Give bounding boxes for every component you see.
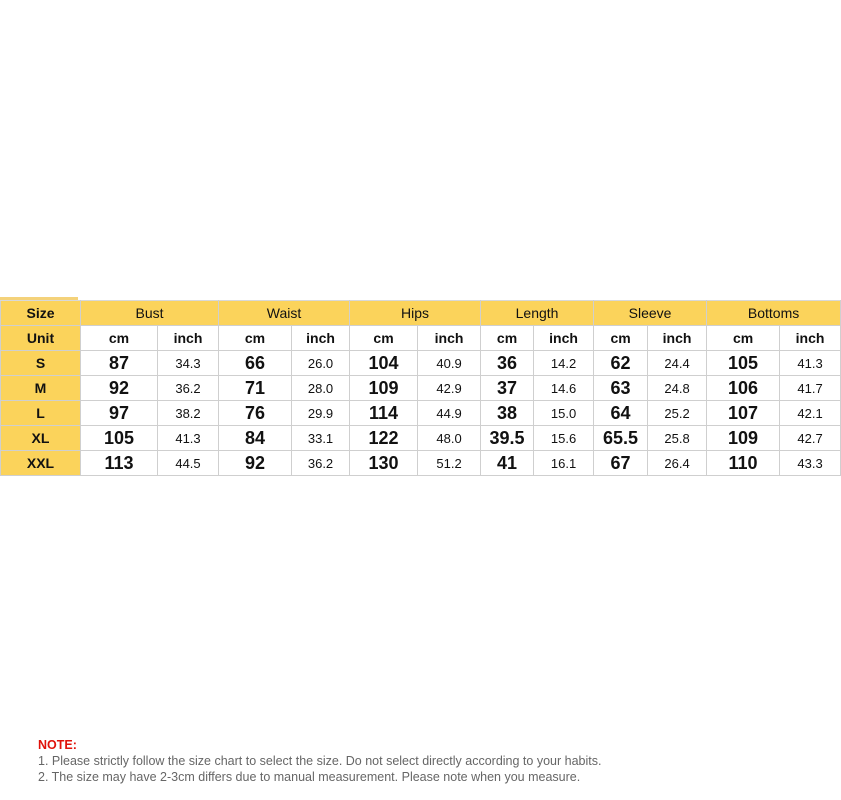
unit-cm-cell: cm	[707, 326, 780, 351]
waist-inch-cell: 26.0	[292, 351, 350, 376]
bottoms-cm-cell: 109	[707, 426, 780, 451]
bottoms-header-cell: Bottoms	[707, 301, 841, 326]
bottoms-inch-cell: 42.1	[780, 401, 841, 426]
sleeve-cm-cell: 64	[594, 401, 648, 426]
length-inch-cell: 15.0	[534, 401, 594, 426]
length-cm-cell: 39.5	[481, 426, 534, 451]
bottoms-cm-cell: 107	[707, 401, 780, 426]
bust-cm-cell: 87	[81, 351, 158, 376]
hips-cm-cell: 114	[350, 401, 418, 426]
bottoms-inch-cell: 41.7	[780, 376, 841, 401]
note-title: NOTE:	[38, 738, 77, 752]
size-label-cell: S	[1, 351, 81, 376]
unit-inch-cell: inch	[418, 326, 481, 351]
bust-inch-cell: 36.2	[158, 376, 219, 401]
bottoms-inch-cell: 41.3	[780, 351, 841, 376]
table-row-l	[1, 401, 841, 426]
sleeve-cm-cell: 67	[594, 451, 648, 476]
size-label-cell: M	[1, 376, 81, 401]
size-label-cell: XL	[1, 426, 81, 451]
unit-cm-cell: cm	[219, 326, 292, 351]
hips-cm-cell: 109	[350, 376, 418, 401]
size-chart-table	[0, 300, 841, 476]
length-cm-cell: 38	[481, 401, 534, 426]
waist-cm-cell: 84	[219, 426, 292, 451]
waist-header-cell: Waist	[219, 301, 350, 326]
size-label-cell: L	[1, 401, 81, 426]
bust-cm-cell: 105	[81, 426, 158, 451]
unit-inch-cell: inch	[158, 326, 219, 351]
sleeve-header-cell: Sleeve	[594, 301, 707, 326]
bottoms-cm-cell: 105	[707, 351, 780, 376]
hips-inch-cell: 42.9	[418, 376, 481, 401]
bust-cm-cell: 92	[81, 376, 158, 401]
length-cm-cell: 41	[481, 451, 534, 476]
unit-cm-cell: cm	[350, 326, 418, 351]
length-cm-cell: 36	[481, 351, 534, 376]
sleeve-inch-cell: 25.2	[648, 401, 707, 426]
bust-inch-cell: 41.3	[158, 426, 219, 451]
size-note	[38, 737, 778, 785]
unit-inch-cell: inch	[534, 326, 594, 351]
hips-cm-cell: 104	[350, 351, 418, 376]
hips-cm-cell: 122	[350, 426, 418, 451]
hips-cm-cell: 130	[350, 451, 418, 476]
length-inch-cell: 16.1	[534, 451, 594, 476]
unit-cm-cell: cm	[594, 326, 648, 351]
hips-inch-cell: 40.9	[418, 351, 481, 376]
waist-inch-cell: 29.9	[292, 401, 350, 426]
length-header-cell: Length	[481, 301, 594, 326]
waist-inch-cell: 28.0	[292, 376, 350, 401]
waist-cm-cell: 92	[219, 451, 292, 476]
table-row-xl	[1, 426, 841, 451]
unit-inch-cell: inch	[292, 326, 350, 351]
note-line-1: 1. Please strictly follow the size chart to select the size. Do not select directly according to your habits.	[38, 754, 602, 768]
sleeve-inch-cell: 24.8	[648, 376, 707, 401]
bust-inch-cell: 38.2	[158, 401, 219, 426]
bottoms-inch-cell: 43.3	[780, 451, 841, 476]
bust-cm-cell: 97	[81, 401, 158, 426]
bottoms-cm-cell: 106	[707, 376, 780, 401]
bust-cm-cell: 113	[81, 451, 158, 476]
sleeve-cm-cell: 62	[594, 351, 648, 376]
note-line-2: 2. The size may have 2-3cm differs due to manual measurement. Please note when you measure.	[38, 770, 581, 784]
unit-row	[1, 326, 841, 351]
waist-inch-cell: 33.1	[292, 426, 350, 451]
bust-inch-cell: 34.3	[158, 351, 219, 376]
waist-cm-cell: 76	[219, 401, 292, 426]
length-inch-cell: 15.6	[534, 426, 594, 451]
hips-header-cell: Hips	[350, 301, 481, 326]
length-inch-cell: 14.2	[534, 351, 594, 376]
unit-cm-cell: cm	[81, 326, 158, 351]
table-row-m	[1, 376, 841, 401]
waist-cm-cell: 71	[219, 376, 292, 401]
sleeve-inch-cell: 24.4	[648, 351, 707, 376]
bust-header-cell: Bust	[81, 301, 219, 326]
sleeve-cm-cell: 63	[594, 376, 648, 401]
sleeve-inch-cell: 25.8	[648, 426, 707, 451]
size-header-cell: Size	[1, 301, 81, 326]
sleeve-inch-cell: 26.4	[648, 451, 707, 476]
table-row-s	[1, 351, 841, 376]
hips-inch-cell: 44.9	[418, 401, 481, 426]
bottoms-cm-cell: 110	[707, 451, 780, 476]
sleeve-cm-cell: 65.5	[594, 426, 648, 451]
length-inch-cell: 14.6	[534, 376, 594, 401]
unit-header-cell: Unit	[1, 326, 81, 351]
unit-inch-cell: inch	[780, 326, 841, 351]
unit-cm-cell: cm	[481, 326, 534, 351]
hips-inch-cell: 51.2	[418, 451, 481, 476]
bust-inch-cell: 44.5	[158, 451, 219, 476]
size-label-cell: XXL	[1, 451, 81, 476]
length-cm-cell: 37	[481, 376, 534, 401]
measurement-header-row	[1, 301, 841, 326]
bottoms-inch-cell: 42.7	[780, 426, 841, 451]
hips-inch-cell: 48.0	[418, 426, 481, 451]
table-row-xxl	[1, 451, 841, 476]
waist-cm-cell: 66	[219, 351, 292, 376]
unit-inch-cell: inch	[648, 326, 707, 351]
waist-inch-cell: 36.2	[292, 451, 350, 476]
